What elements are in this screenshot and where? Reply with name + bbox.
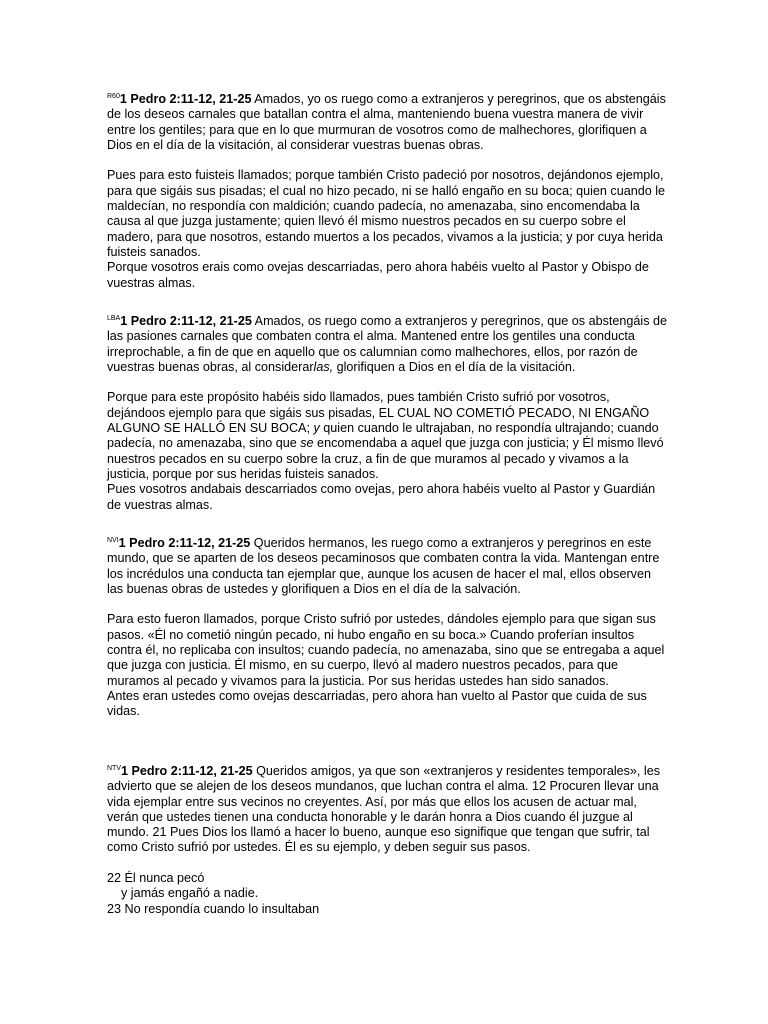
section-r60 [107,92,667,291]
reference: 1 Pedro 2:11-12, 21-25 [120,314,252,328]
italic-text: las, [313,359,334,374]
ntv-line-23: 23 No respondía cuando lo insultaban [107,901,320,916]
nvi-paragraph-3: Antes eran ustedes como ovejas descarriadas, pero ahora han vuelto al Pastor que cuida de sus vidas. [107,688,647,719]
lba-paragraph-1 [107,314,667,375]
version-label: NVI [107,537,119,544]
paragraph-text: Porque para este propósito habéis sido llamados, pues también Cristo sufrió por vosotros, dejándoos ejemplo para que sigáis sus pisadas, EL CUAL NO COMETIÓ PECADO, NI ENGAÑO ALGUNO SE HALLÓ EN SU BOCA; [107,390,650,436]
ntv-line-22b: y jamás engañó a nadie. [121,886,259,901]
r60-paragraph-2: Pues para esto fuisteis llamados; porque también Cristo padeció por nosotros, dejándonos ejemplo, para que sigáis sus pisadas; el cual no hizo pecado, ni se halló engaño en su boca; quien cuando le maldecían, no respondía con maldición; cuando padecía, no amenazaba, sino encomendaba la causa al que juzga justamente; quien llevó él mismo nuestros pecados en su cuerpo sobre el madero, para que nosotros, estando muertos a los pecados, vivamos a la justicia; y por cuya herida fuisteis sanados. [107,168,666,259]
paragraph-text: Queridos hermanos, les ruego como a extranjeros y peregrinos en este mundo, que se aparten de los deseos pecaminosos que combaten contra la vida. Mantengan entre los incrédulos una conducta tan ejemplar que, aunque los acusen de hacer el mal, ellos observen las buenas obras de ustedes y glorifiquen a Dios en el día de la salvación. [107,536,660,596]
section-ntv [107,764,667,917]
ntv-paragraph-1 [107,764,667,856]
reference: 1 Pedro 2:11-12, 21-25 [119,92,252,106]
paragraph-text: quien cuando le ultrajaban, no respondía ultrajando; cuando padecía, no amenazaba, sino que [107,421,659,451]
version-label: R60 [107,93,120,100]
paragraph-text: glorifiquen a Dios en el día de la visitación. [333,359,576,374]
italic-text: se [300,436,314,451]
paragraph-text: Queridos amigos, ya que son «extranjeros y residentes temporales», les advierto que se alejen de los deseos mundanos, que luchan contra el alma. 12 Procuren llevar una vida ejemplar entre sus vecinos no creyentes. Así, por más que ellos los acusen de actuar mal, verán que ustedes tienen una conducta honorable y le darán honra a Dios cuando él juzgue al mundo. 21 Pues Dios los llamó a hacer lo bueno, aunque eso signifique que tengan que sufrir, tal como Cristo sufrió por ustedes. Él es su ejemplo, y deben seguir sus pasos. [107,764,661,855]
italic-text: y [313,421,320,436]
reference: 1 Pedro 2:11-12, 21-25 [121,764,253,778]
ntv-line-22: 22 Él nunca pecó [107,871,205,886]
reference: 1 Pedro 2:11-12, 21-25 [118,536,251,550]
nvi-paragraph-1 [107,536,667,597]
lba-paragraph-2 [107,390,667,482]
paragraph-text: Amados, yo os ruego como a extranjeros y peregrinos, que os abstengáis de los deseos carnales que batallan contra el alma, manteniendo buena vuestra manera de vivir entre los gentiles; para que en lo que murmuran de vosotros como de malhechores, glorifiquen a Dios en el día de la visitación, al considerar vuestras buenas obras. [107,92,666,152]
nvi-paragraph-2: Para esto fueron llamados, porque Cristo sufrió por ustedes, dándoles ejemplo para que sigan sus pasos. «Él no cometió ningún pecado, ni hubo engaño en su boca.» Cuando proferían insultos contra él, no replicaba con insultos; cuando padecía, no amenazaba, sino que se entregaba a aquel que juzga con justicia. Él mismo, en su cuerpo, llevó al madero nuestros pecados, para que muramos al pecado y vivamos para la justicia. Por sus heridas ustedes han sido sanados. [107,612,665,688]
r60-paragraph-3: Porque vosotros erais como ovejas descarriadas, pero ahora habéis vuelto al Pastor y Obispo de vuestras almas. [107,260,649,290]
version-label: NTV [107,765,121,772]
r60-paragraph-1 [107,92,667,153]
section-nvi [107,536,667,720]
section-lba [107,314,667,513]
version-label: LBA [107,315,121,322]
paragraph-text: Amados, os ruego como a extranjeros y peregrinos, que os abstengáis de las pasiones carnales que combaten contra el alma. Mantened entre los gentiles una conducta irreprochable, a fin de que en aquello que os calumnian como malhechores, ellos, por razón de vuestras buenas obras, al considerar [107,314,667,374]
lba-paragraph-3: Pues vosotros andabais descarriados como ovejas, pero ahora habéis vuelto al Pastor y Guardián de vuestras almas. [107,482,656,512]
paragraph-text: encomendaba a aquel que juzga con justicia; y Él mismo llevó nuestros pecados en su cuerpo sobre la cruz, a fin de que muramos al pecado y vivamos a la justicia, porque por sus heridas fuisteis sanados. [107,436,664,481]
